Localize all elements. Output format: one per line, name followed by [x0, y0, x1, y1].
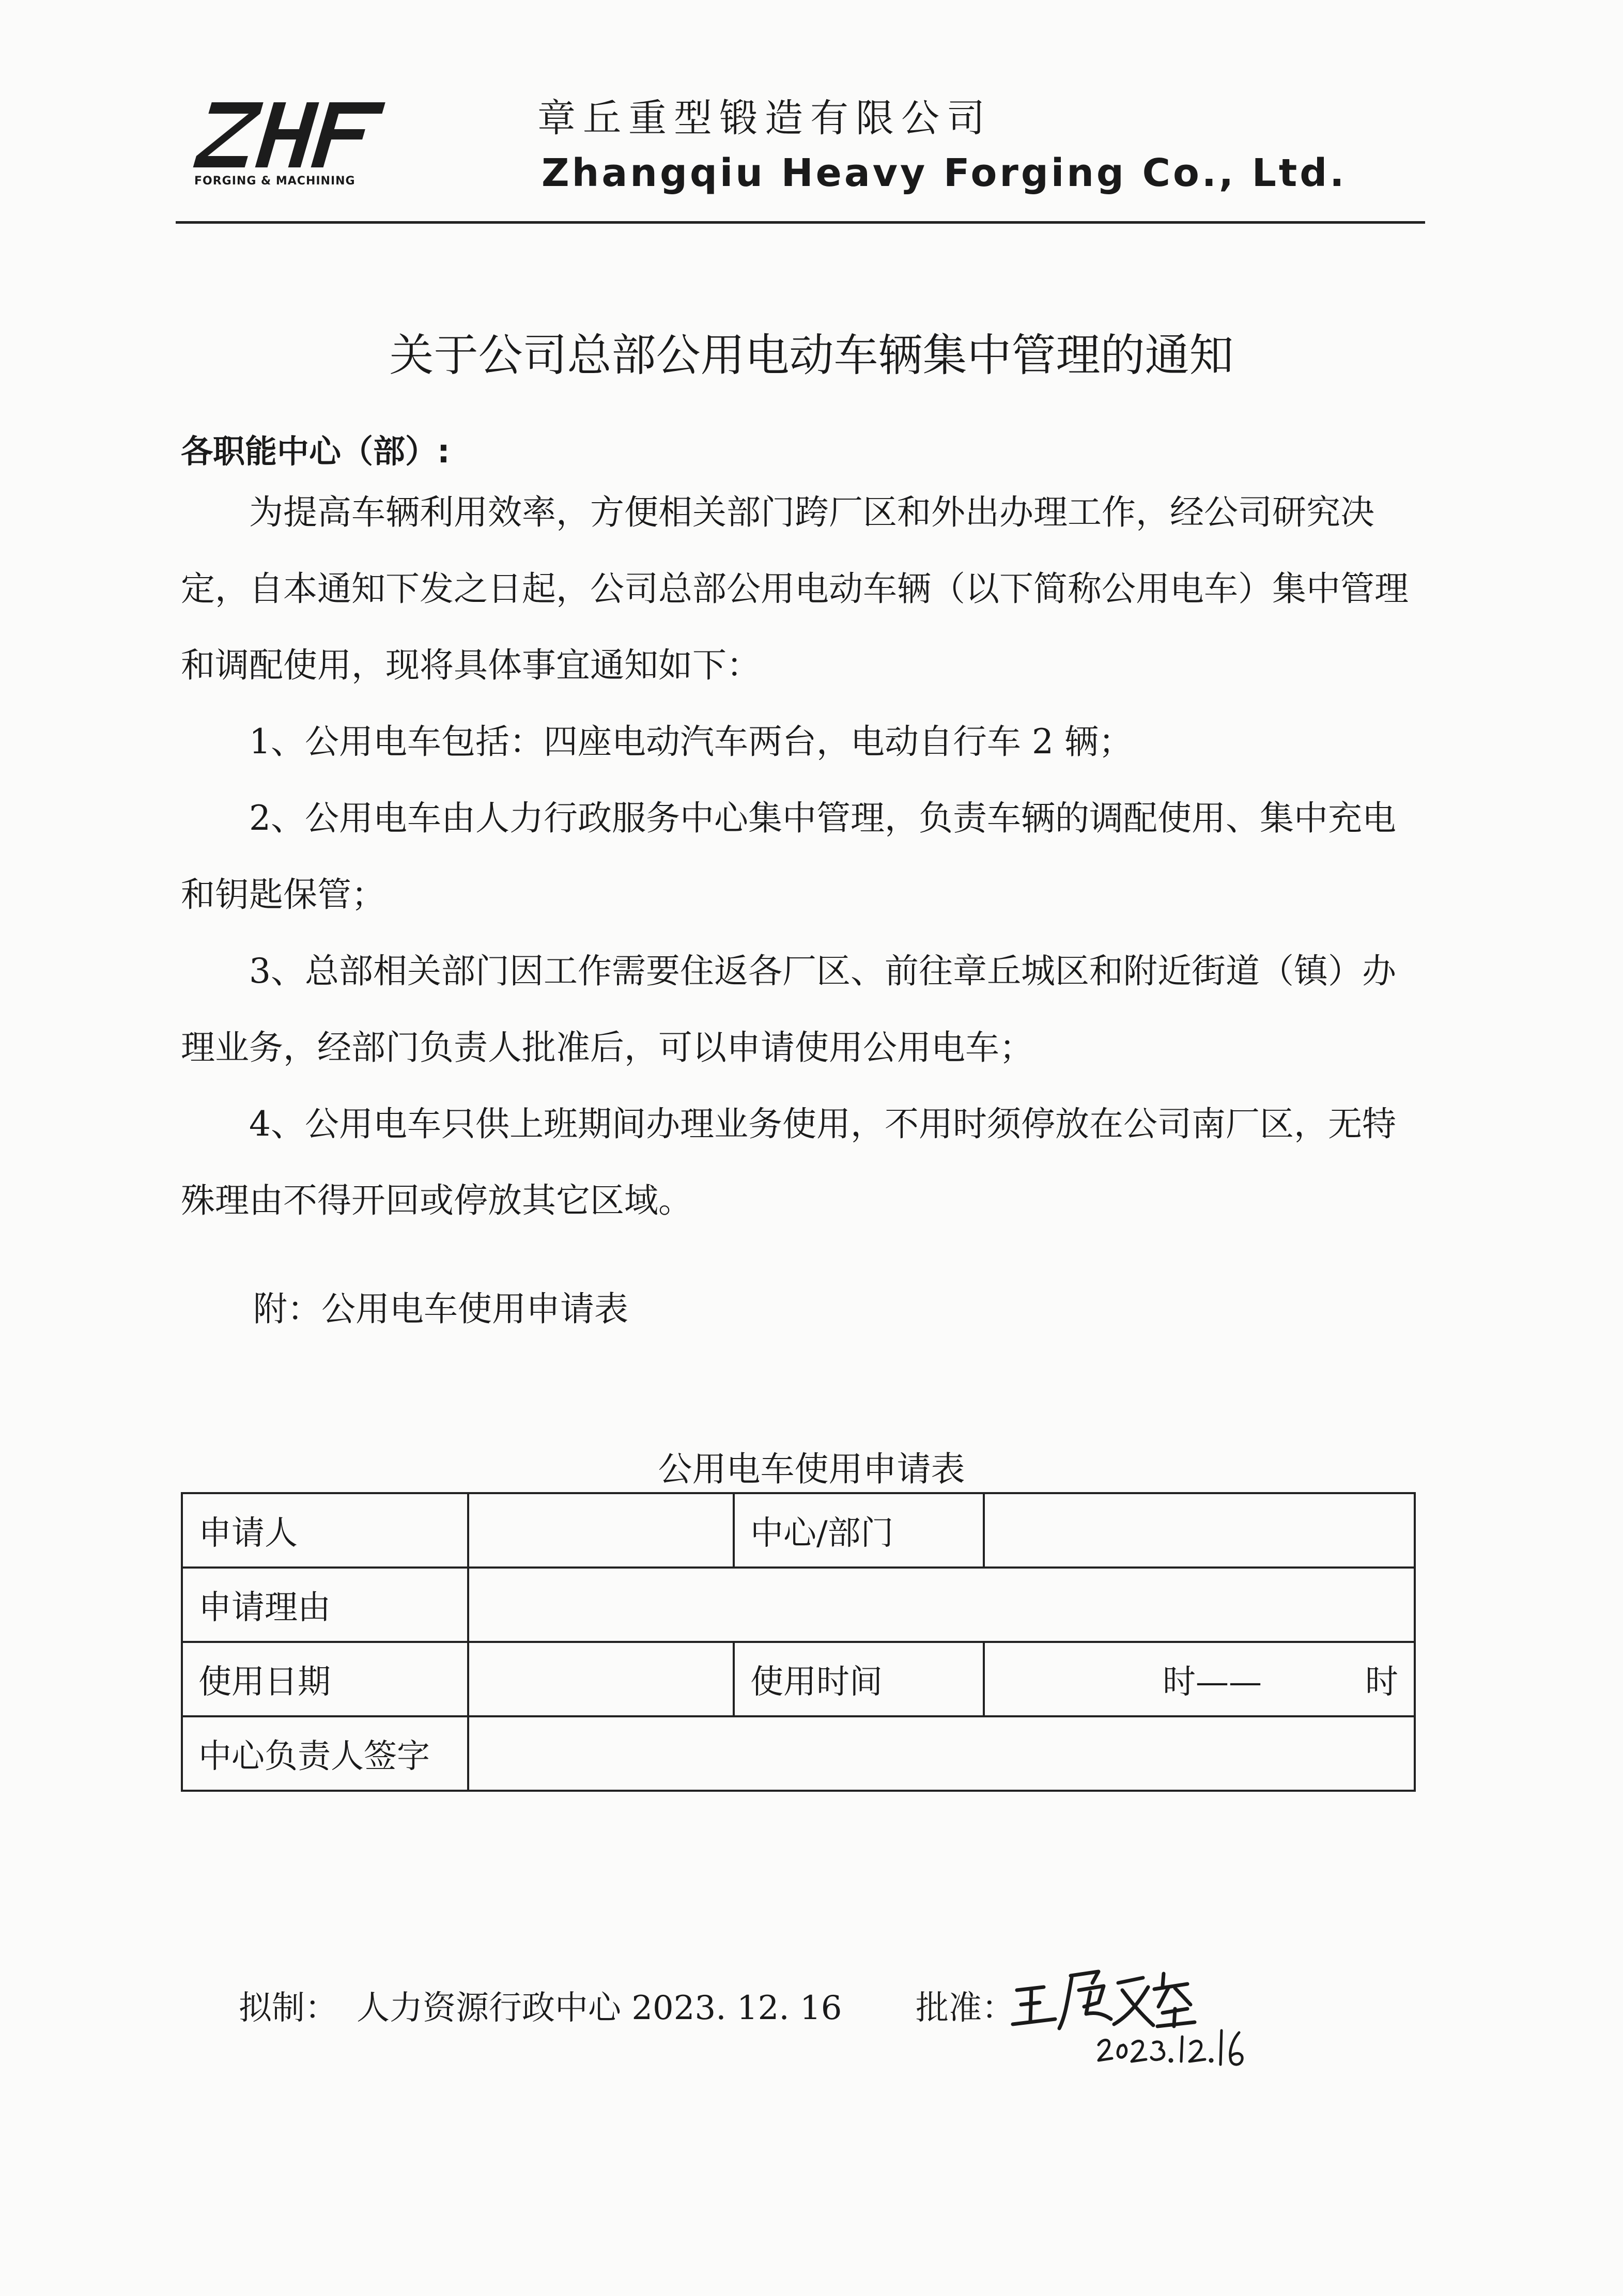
time-label: 使用时间: [734, 1642, 984, 1716]
approved-label: 批准：: [916, 1989, 1015, 2027]
dept-field[interactable]: [984, 1493, 1415, 1568]
notice-item-4: 4、公用电车只供上班期间办理业务使用，不用时须停放在公司南厂区，无特殊理由不得开回或停放其它区域。: [181, 1104, 1396, 1220]
time-to-text: 时: [1365, 1663, 1398, 1701]
applicant-field[interactable]: [468, 1493, 734, 1568]
time-field[interactable]: [984, 1642, 1415, 1716]
drafted-by: 人力资源行政中心 2023. 12. 16: [357, 1989, 842, 2027]
company-logo: [192, 98, 389, 178]
logo-subtitle: FORGING & MACHINING: [194, 175, 355, 188]
notice-item-2: 2、公用电车由人力行政服务中心集中管理，负责车辆的调配使用、集中充电和钥匙保管；: [181, 798, 1396, 914]
reason-label: 申请理由: [182, 1568, 468, 1642]
approver-date-handwritten: [1095, 2025, 1250, 2074]
company-name-en: Zhangqiu Heavy Forging Co., Ltd.: [542, 151, 1347, 195]
signature-field[interactable]: [468, 1716, 1415, 1791]
form-row-date-time: [182, 1642, 1415, 1716]
company-name-cn: 章丘重型锻造有限公司: [537, 96, 992, 141]
drafted-label: 拟制：: [239, 1989, 338, 2027]
form-row-applicant: [182, 1493, 1415, 1568]
form-row-signature: [182, 1716, 1415, 1791]
form-row-reason: [182, 1568, 1415, 1642]
notice-intro: 为提高车辆利用效率，方便相关部门跨厂区和外出办理工作，经公司研究决定，自本通知下发之日起，公司总部公用电动车辆（以下简称公用电车）集中管理和调配使用，现将具体事宜通知如下：: [181, 492, 1409, 685]
date-field[interactable]: [468, 1642, 734, 1716]
applicant-label: 申请人: [182, 1493, 468, 1568]
attachment-note: 附：公用电车使用申请表: [253, 1289, 628, 1329]
notice-item-3: 3、总部相关部门因工作需要住返各厂区、前往章丘城区和附近街道（镇）办理业务，经部门负责人批准后，可以申请使用公用电车；: [181, 951, 1396, 1067]
reason-field[interactable]: [468, 1568, 1415, 1642]
form-title: 公用电车使用申请表: [658, 1449, 965, 1489]
signature-label: 中心负责人签字: [182, 1716, 468, 1791]
application-form: [181, 1492, 1416, 1792]
logo-mark: [192, 98, 389, 176]
dept-label: 中心/部门: [734, 1493, 984, 1568]
notice-item-1: 1、公用电车包括：四座电动汽车两台，电动自行车 2 辆；: [249, 722, 1133, 762]
date-label: 使用日期: [182, 1642, 468, 1716]
time-from-text: 时——: [1163, 1663, 1262, 1701]
salutation: 各职能中心（部）:: [181, 432, 450, 470]
handwritten-signature: [1008, 1953, 1235, 2036]
header-divider: [176, 221, 1425, 224]
handwritten-date: [1095, 2025, 1250, 2072]
notice-title: 关于公司总部公用电动车辆集中管理的通知: [389, 330, 1234, 381]
